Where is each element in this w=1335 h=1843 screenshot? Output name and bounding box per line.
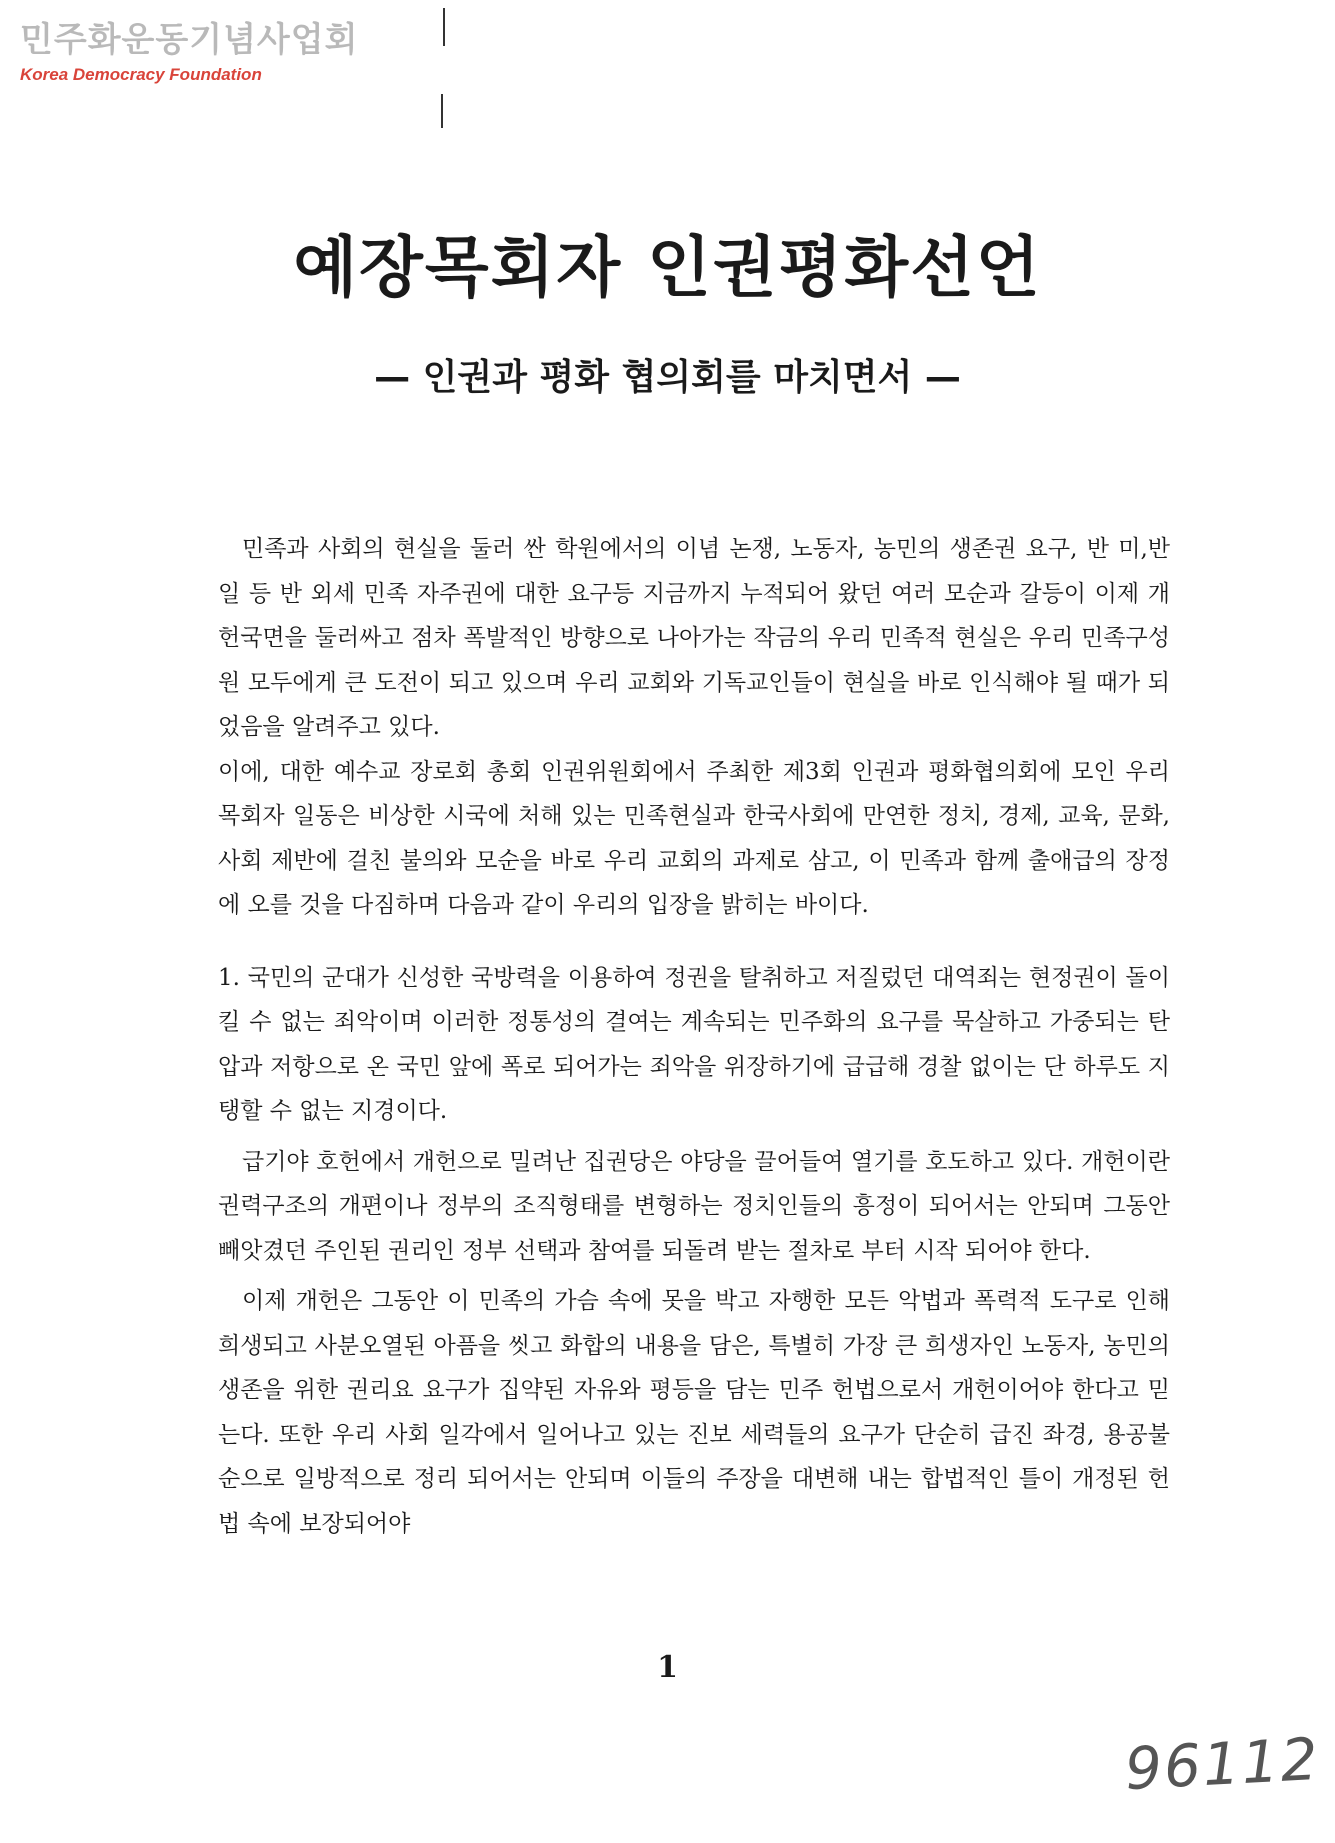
document-subtitle: — 인권과 평화 협의회를 마치면서 — (374, 357, 961, 398)
document-title: 예장목회자 인권평화선언 (293, 229, 1042, 306)
handwritten-archive-number: 96112 (1123, 1724, 1322, 1804)
paragraph-constitution: 이제 개헌은 그동안 이 민족의 가슴 속에 못을 박고 자행한 모든 악법과 폭력적 도구로 인해 희생되고 사분오열된 아픔을 씻고 화합의 내용을 담은, 특별히 가장 큰 희생자인 노동자, 농민의 생존을 위한 권리요 요구가 집약된 자유와 평등을 담는 민주 헌법으로서 개헌이어야 한다고 믿는다. 또한 우리 사회 일각에서 일어나고 있는 진보 세력들의 요구가 단순히 급진 좌경, 용공불순으로 일방적으로 정리 되어서는 안되며 이들의 주장을 대변해 내는 합법적인 틀이 개정된 헌법 속에 보장되어야 (218, 1288, 1170, 1537)
foundation-watermark (20, 20, 358, 86)
document-body (218, 527, 1170, 1546)
page-number: 1 (657, 1650, 678, 1685)
punch-mark-bottom (441, 94, 443, 128)
paragraph-amendment: 급기야 호헌에서 개헌으로 밀려난 집권당은 야당을 끌어들여 열기를 호도하고 있다. 개헌이란 권력구조의 개편이나 정부의 조직형태를 변형하는 정치인들의 흥정이 되어서는 안되며 그동안 빼앗겼던 주인된 권리인 정부 선택과 참여를 되돌려 받는 절차로 부터 시작 되어야 한다. (218, 1148, 1170, 1264)
paragraph-intro: 민족과 사회의 현실을 둘러 싼 학원에서의 이념 논쟁, 노동자, 농민의 생존권 요구, 반 미,반 일 등 반 외세 민족 자주권에 대한 요구등 지금까지 누적되어 왔던 여러 모순과 갈등이 이제 개헌국면을 둘러싸고 점차 폭발적인 방향으로 나아가는 작금의 우리 민족적 현실은 우리 민족구성원 모두에게 큰 도전이 되고 있으며 우리 교회와 기독교인들이 현실을 바로 인식해야 될 때가 되었음을 알려주고 있다. (218, 536, 1170, 740)
paragraph-point-1: 1. 국민의 군대가 신성한 국방력을 이용하여 정권을 탈취하고 저질렀던 대역죄는 현정권이 돌이킬 수 없는 죄악이며 이러한 정통성의 결여는 계속되는 민주화의 요구를 묵살하고 가중되는 탄압과 저항으로 온 국민 앞에 폭로 되어가는 죄악을 위장하기에 급급해 경찰 없이는 단 하루도 지탱할 수 없는 지경이다. (218, 964, 1170, 1124)
punch-mark-top (443, 8, 445, 46)
watermark-korean: 민주화운동기념사업회 (20, 20, 359, 60)
watermark-english: Korea Democracy Foundation (20, 65, 262, 84)
paragraph-declaration-intro: 이에, 대한 예수교 장로회 총회 인권위원회에서 주최한 제3회 인권과 평화협의회에 모인 우리 목회자 일동은 비상한 시국에 처해 있는 민족현실과 한국사회에 만연한 정치, 경제, 교육, 문화, 사회 제반에 걸친 불의와 모순을 바로 우리 교회의 과제로 삼고, 이 민족과 함께 출애급의 장정에 오를 것을 다짐하며 다음과 같이 우리의 입장을 밝히는 바이다. (218, 758, 1170, 918)
